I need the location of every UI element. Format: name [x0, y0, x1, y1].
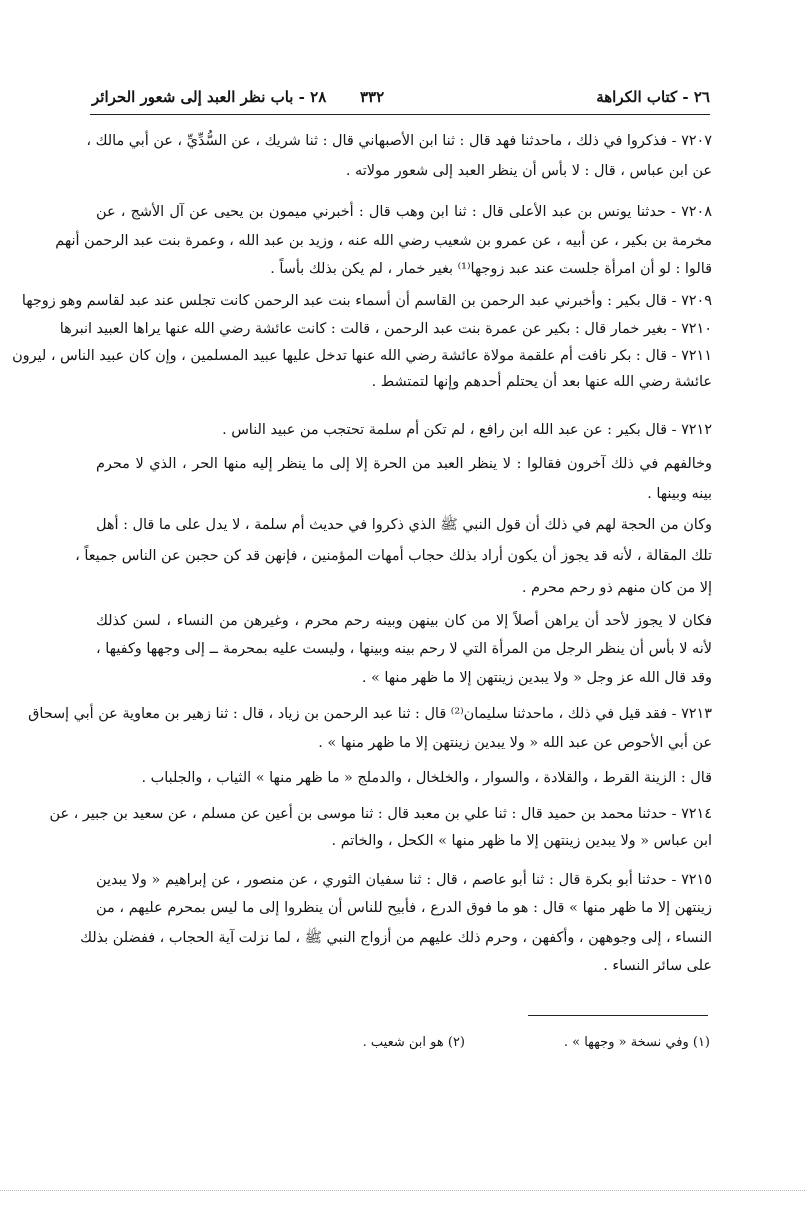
footnote-rule [528, 1015, 708, 1016]
text-line: ٧٢١٥ - حدثنا أبو بكرة قال : ثنا أبو عاصم ، قال : ثنا سفيان الثوري ، عن منصور ، عن إبراهيم « ولا يبدين [96, 872, 712, 888]
footnote-2: (٢) هو ابن شعيب . [362, 1035, 465, 1050]
scan-edge [0, 1190, 805, 1191]
text-line: قالوا : لو أن امرأة جلست عند عبد زوجها⁽¹⁾ بغير خمار ، لم يكن بذلك بأساً . [270, 261, 712, 277]
text-line: مخرمة بن بكير ، عن أبيه ، عن عمرو بن شعيب رضي الله عنه ، وزيد بن عبد الله ، وعمرة بنت عبد الرحمن أنهم [55, 233, 712, 249]
text-line: عن أبي الأحوص عن عبد الله « ولا يبدين زينتهن إلا ما ظهر منها » . [318, 735, 712, 751]
text-line: عن ابن عباس ، قال : لا بأس أن ينظر العبد إلى شعور مولاته . [345, 163, 712, 179]
text-line: ٧٢١٣ - فقد قيل في ذلك ، ماحدثنا سليمان⁽²⁾ قال : ثنا عبد الرحمن بن زياد ، قال : ثنا زهير بن معاوية عن أبي إسحاق [28, 706, 712, 722]
text-line: النساء ، إلى وجوههن ، وأكفهن ، وحرم ذلك عليهم من أزواج النبي ﷺ ، لما نزلت آية الحجاب ، ففضلن بذلك [80, 930, 712, 946]
text-line: وقد قال الله عز وجل « ولا يبدين زينتهن إلا ما ظهر منها » . [361, 670, 712, 686]
text-line: ٧٢٠٨ - حدثنا يونس بن عبد الأعلى قال : ثنا ابن وهب قال : أخبرني ميمون بن يحيى عن آل الأشج ، عن [96, 204, 712, 220]
text-line: تلك المقالة ، لأنه قد يجوز أن يكون أراد بذلك حجاب أمهات المؤمنين ، فإنهن قد كن حجبن عن الناس جميعاً ، [75, 548, 712, 564]
text-line: إلا من كان منهم ذو رحم محرم . [521, 580, 712, 596]
header-rule [90, 114, 710, 115]
text-line: زينتهن إلا ما ظهر منها » قال : هو ما فوق الدرع ، فأبيح للناس أن ينظروا إلى ما ليس بمحرم عليهم ، من [96, 900, 712, 916]
text-line: ٧٢٠٩ - قال بكير : وأخبرني عبد الرحمن بن القاسم أن أسماء بنت عبد الرحمن كانت تجلس عند عبد لقاسم وهو زوجها [21, 293, 712, 309]
section-title: ٢٨ - باب نظر العبد إلى شعور الحرائر [92, 88, 327, 106]
text-line: على سائر النساء . [603, 958, 712, 974]
text-line: فكان لا يجوز لأحد أن يراهن أصلاً إلا من كان بينهن وبينه رحم محرم ، وغيرهن من النساء ، لسن كذلك [96, 613, 712, 629]
text-line: وخالفهم في ذلك آخرون فقالوا : لا ينظر العبد من الحرة إلا إلى ما ينظر إليه منها الحر ، الذي لا محرم [96, 456, 712, 472]
text-line: لأنه لا بأس أن ينظر الرجل من المرأة التي لا رحم بينه وبينها ، وليست عليه بمحرمة ــ إلى وجهها وكفيها ، [96, 641, 712, 657]
text-line: ابن عباس « ولا يبدين زينتهن إلا ما ظهر منها » الكحل ، والخاتم . [331, 833, 712, 849]
footnote-1: (١) وفي نسخة « وجهها » . [563, 1035, 710, 1050]
text-line: ٧٢١٢ - قال بكير : عن عبد الله ابن رافع ، لم تكن أم سلمة تحتجب من عبيد الناس . [222, 422, 712, 438]
text-line: ٧٢١٠ - بغير خمار قال : بكير عن عمرة بنت عبد الرحمن ، قالت : كانت عائشة رضي الله عنها يراها العبيد انبرها [59, 321, 712, 337]
text-line: بينه وبينها . [647, 486, 712, 502]
text-line: ٧٢١١ - قال : بكر نافت أم علقمة مولاة عائشة رضي الله عنها تدخل عليها عبيد المسلمين ، وإن كان عبيد الناس ، ليرون [12, 348, 712, 364]
text-line: ٧٢٠٧ - فذكروا في ذلك ، ماحدثنا فهد قال : ثنا ابن الأصبهاني قال : ثنا شريك ، عن السُّدِّيِّ ، عن أبي مالك ، [86, 133, 712, 149]
text-line: ٧٢١٤ - حدثنا محمد بن حميد قال : ثنا علي بن معبد قال : ثنا موسى بن أعين عن مسلم ، عن سعيد بن جبير ، عن [49, 806, 712, 822]
text-line: قال : الزينة القرط ، والقلادة ، والسوار ، والخلخال ، والدملج « ما ظهر منها » الثياب ، والجلباب . [141, 770, 712, 786]
page-number: ٣٣٢ [360, 88, 385, 106]
chapter-title: ٢٦ - كتاب الكراهة [596, 88, 710, 106]
text-line: عائشة رضي الله عنها بعد أن يحتلم أحدهم وإنها لتمتشط . [371, 374, 712, 390]
text-line: وكان من الحجة لهم في ذلك أن قول النبي ﷺ الذي ذكروا في حديث أم سلمة ، لا يدل على ما قال : أهل [96, 517, 712, 533]
